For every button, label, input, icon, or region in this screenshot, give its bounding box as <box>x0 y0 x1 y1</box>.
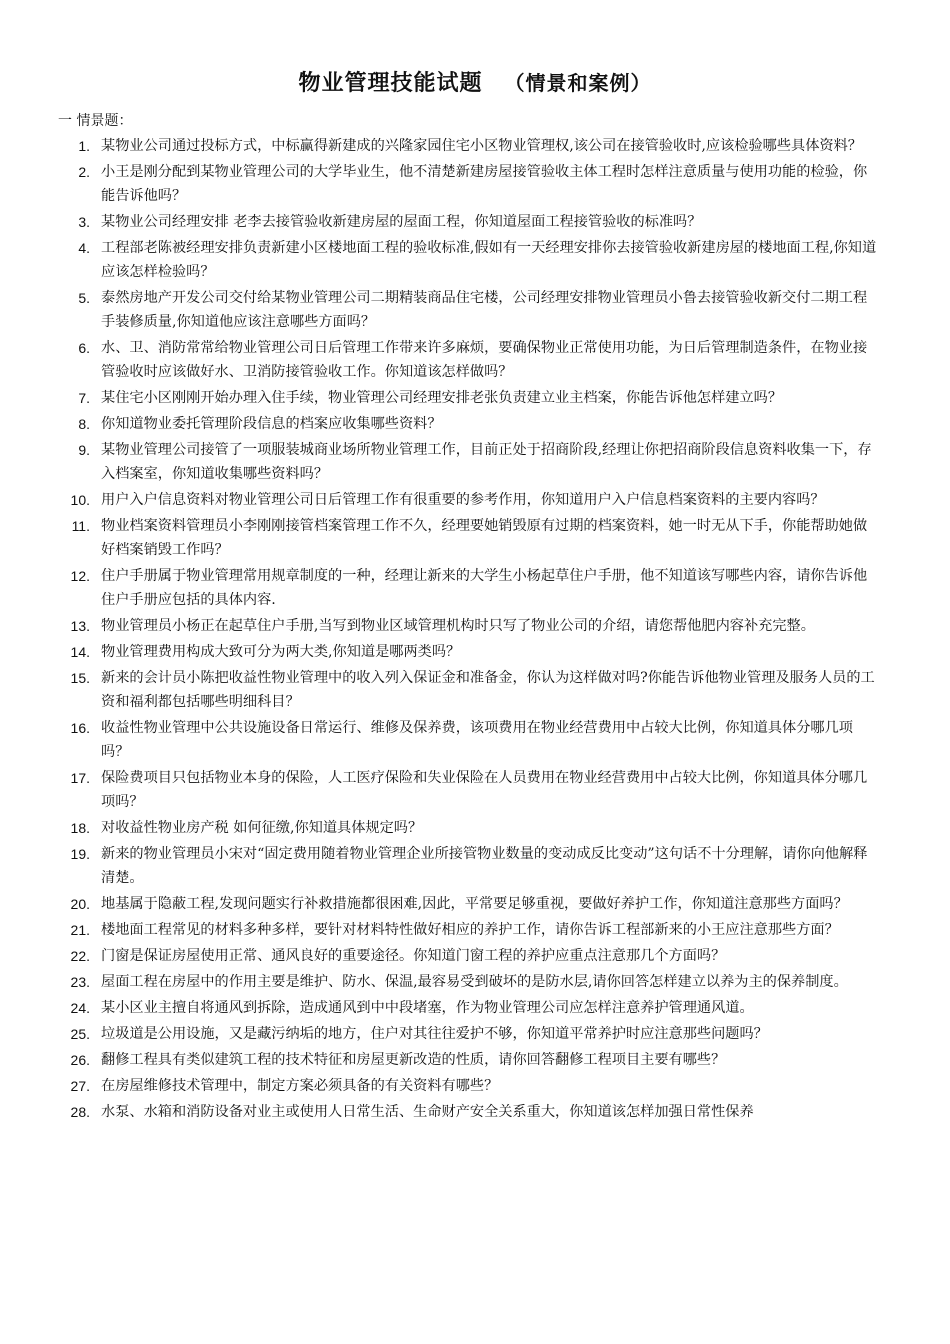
question-item <box>0 918 950 942</box>
question-text: 地基属于隐蔽工程,发现问题实行补救措施都很困难,因此，平常要足够重视，要做好养护工作，你知道注意那些方面吗？ <box>101 896 848 912</box>
question-item <box>0 1022 950 1046</box>
question-text: 某物业公司经理安排 老李去接管验收新建房屋的屋面工程，你知道屋面工程接管验收的标准吗？ <box>101 214 702 230</box>
question-text: 住户手册属于物业管理常用规章制度的一种，经理让新来的大学生小杨起草住户手册，他不知道该写哪些内容，请你告诉他住户手册应包括的具体内容. <box>101 568 868 608</box>
question-number: 24. <box>70 1000 90 1016</box>
question-number: 27. <box>70 1078 90 1094</box>
question-item <box>0 210 950 234</box>
question-number: 7. <box>78 390 90 406</box>
question-item <box>0 160 950 208</box>
question-text: 水、卫、消防常常给物业管理公司日后管理工作带来许多麻烦，要确保物业正常使用功能，为日后管理制造条件，在物业接管验收时应该做好水、卫消防接管验收工作。你知道该怎样做吗？ <box>101 340 868 380</box>
question-text: 垃圾道是公用设施，又是藏污纳垢的地方，住户对其往往爱护不够，你知道平常养护时应注意那些问题吗？ <box>101 1026 768 1042</box>
question-number: 13. <box>70 618 90 634</box>
question-text: 楼地面工程常见的材料多种多样，要针对材料特性做好相应的养护工作，请你告诉工程部新来的小王应注意那些方面？ <box>101 922 839 938</box>
question-item <box>0 766 950 814</box>
question-text: 物业管理员小杨正在起草住户手册,当写到物业区域管理机构时只写了物业公司的介绍，请您帮他肥内容补充完整。 <box>101 618 815 634</box>
question-text: 屋面工程在房屋中的作用主要是维护、防水、保温,最容易受到破坏的是防水层,请你回答怎样建立以养为主的保养制度。 <box>101 974 848 990</box>
question-item <box>0 996 950 1020</box>
question-item <box>0 970 950 994</box>
question-text: 对收益性物业房产税 如何征缴,你知道具体规定吗？ <box>101 820 423 836</box>
question-text: 某住宅小区刚刚开始办理入住手续，物业管理公司经理安排老张负责建立业主档案，你能告诉他怎样建立吗？ <box>101 390 783 406</box>
question-item <box>0 892 950 916</box>
question-number: 8. <box>78 416 90 432</box>
question-text: 泰然房地产开发公司交付给某物业管理公司二期精装商品住宅楼，公司经理安排物业管理员小鲁去接管验收新交付二期工程手装修质量,你知道他应该注意哪些方面吗？ <box>101 290 868 330</box>
title-subtitle: （情景和案例） <box>504 71 652 95</box>
question-item <box>0 412 950 436</box>
question-item <box>0 1100 950 1124</box>
question-number: 22. <box>70 948 90 964</box>
question-number: 14. <box>70 644 90 660</box>
question-item <box>0 944 950 968</box>
question-item <box>0 816 950 840</box>
question-text: 某物业管理公司接管了一项服装城商业场所物业管理工作，目前正处于招商阶段,经理让你把招商阶段信息资料收集一下，存入档案室，你知道收集哪些资料吗？ <box>101 442 872 482</box>
question-text: 用户入户信息资料对物业管理公司日后管理工作有很重要的参考作用，你知道用户入户信息档案资料的主要内容吗？ <box>101 492 825 508</box>
question-number: 26. <box>70 1052 90 1068</box>
section-heading: 一 情景题： <box>58 113 133 129</box>
question-number: 4. <box>78 240 90 256</box>
question-text: 你知道物业委托管理阶段信息的档案应收集哪些资料？ <box>101 416 442 432</box>
question-text: 物业管理费用构成大致可分为两大类,你知道是哪两类吗？ <box>101 644 461 660</box>
question-text: 翻修工程具有类似建筑工程的技术特征和房屋更新改造的性质，请你回答翻修工程项目主要有哪些？ <box>101 1052 726 1068</box>
question-item <box>0 134 950 158</box>
question-number: 23. <box>70 974 90 990</box>
question-item <box>0 564 950 612</box>
question-number: 9. <box>78 442 90 458</box>
question-text: 小王是刚分配到某物业管理公司的大学毕业生，他不清楚新建房屋接管验收主体工程时怎样注意质量与使用功能的检验，你能告诉他吗？ <box>101 164 868 204</box>
question-text: 某小区业主擅自将通风到拆除，造成通风到中中段堵塞，作为物业管理公司应怎样注意养护管理通风道。 <box>101 1000 754 1016</box>
question-text: 某物业公司通过投标方式，中标赢得新建成的兴隆家园住宅小区物业管理权,该公司在接管验收时,应该检验哪些具体资料？ <box>101 138 862 154</box>
question-item <box>0 842 950 890</box>
question-item <box>0 438 950 486</box>
question-number: 6. <box>78 340 90 356</box>
question-text: 在房屋维修技术管理中，制定方案必须具备的有关资料有哪些？ <box>101 1078 499 1094</box>
question-item <box>0 236 950 284</box>
title-main: 物业管理技能试题 <box>298 70 483 96</box>
question-text: 新来的物业管理员小宋对“固定费用随着物业管理企业所接管物业数量的变动成反比变动”这句话不十分理解，请你向他解释清楚。 <box>101 846 868 886</box>
question-text: 新来的会计员小陈把收益性物业管理中的收入列入保证金和准备金，你认为这样做对吗?你能告诉他物业管理及服务人员的工资和福利都包括哪些明细科目？ <box>101 670 875 710</box>
question-item <box>0 286 950 334</box>
question-number: 10. <box>70 492 90 508</box>
question-number: 11. <box>71 518 90 534</box>
question-number: 12. <box>70 568 90 584</box>
question-item <box>0 488 950 512</box>
question-number: 2. <box>78 164 90 180</box>
question-number: 20. <box>70 896 90 912</box>
question-text: 收益性物业管理中公共设施设备日常运行、维修及保养费，该项费用在物业经营费用中占较大比例，你知道具体分哪几项吗？ <box>101 720 853 760</box>
question-number: 1. <box>78 138 90 154</box>
question-item <box>0 666 950 714</box>
question-item <box>0 640 950 664</box>
question-item <box>0 1074 950 1098</box>
question-number: 21. <box>70 922 90 938</box>
question-item <box>0 716 950 764</box>
question-text: 门窗是保证房屋使用正常、通风良好的重要途径。你知道门窗工程的养护应重点注意那几个方面吗？ <box>101 948 726 964</box>
question-number: 5. <box>78 290 90 306</box>
question-number: 3. <box>78 214 90 230</box>
question-item <box>0 514 950 562</box>
question-item <box>0 336 950 384</box>
question-item <box>0 614 950 638</box>
question-number: 18. <box>70 820 90 836</box>
question-item <box>0 1048 950 1072</box>
question-number: 25. <box>70 1026 90 1042</box>
page-title <box>0 66 950 97</box>
question-number: 16. <box>70 720 90 736</box>
question-text: 保险费项目只包括物业本身的保险，人工医疗保险和失业保险在人员费用在物业经营费用中占较大比例，你知道具体分哪几项吗？ <box>101 770 868 810</box>
question-text: 物业档案资料管理员小李刚刚接管档案管理工作不久，经理要她销毁原有过期的档案资料，她一时无从下手，你能帮助她做好档案销毁工作吗？ <box>101 518 868 558</box>
question-text: 工程部老陈被经理安排负责新建小区楼地面工程的验收标准,假如有一天经理安排你去接管验收新建房屋的楼地面工程,你知道应该怎样检验吗？ <box>101 240 877 280</box>
question-number: 15. <box>70 670 90 686</box>
question-number: 17. <box>70 770 90 786</box>
question-number: 19. <box>70 846 90 862</box>
question-list <box>0 134 950 1126</box>
question-item <box>0 386 950 410</box>
question-text: 水泵、水箱和消防设备对业主或使用人日常生活、生命财产安全关系重大，你知道该怎样加强日常性保养 <box>101 1104 754 1120</box>
question-number: 28. <box>70 1104 90 1120</box>
